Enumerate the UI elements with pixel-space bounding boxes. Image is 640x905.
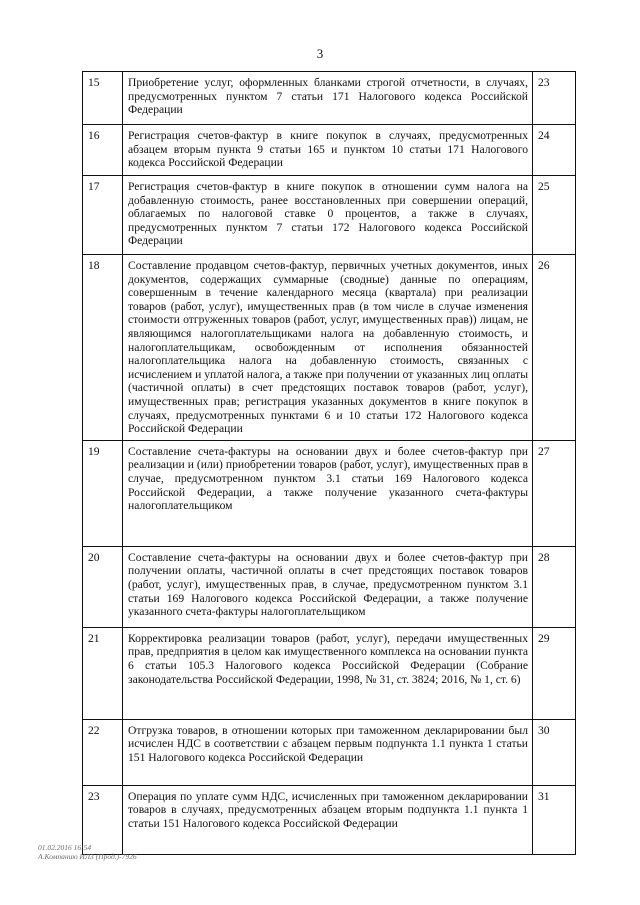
row-number: 18 (83, 255, 123, 441)
table-row (83, 176, 576, 255)
operation-code: 28 (533, 546, 576, 627)
table-row (83, 125, 576, 176)
row-description: Составление продавцом счетов-фактур, первичных учетных документов, иных документов, содержащих суммарные (сводные) данные по операциям, совершенным в течение календарного месяца (квартала) при реализации товаров (работ, услуг), имущественных прав (в том числе в случае изменения стоимости отгруженных товаров (работ, услуг, имущественных прав)) лицам, не являющимся налогоплательщиками налога на добавленную стоимость, и налогоплательщикам, освобожденным от исполнения обязанностей налогоплательщика налога на добавленную стоимость, связанных с исчислением и уплатой налога, а также при получении от указанных лиц оплаты (частичной оплаты) в счет предстоящих поставок товаров (работ, услуг), имущественных прав; регистрация указанных документов в книге покупок в случаях, предусмотренных пунктами 6 и 10 статьи 172 Налогового кодекса Российской Федерации (123, 255, 533, 441)
table-row (83, 627, 576, 719)
operation-codes-table (82, 71, 576, 855)
row-description: Отгрузка товаров, в отношении которых при таможенном декларировании был исчислен НДС в соответствии с абзацем первым подпункта 1.1 пункта 1 статьи 151 Налогового кодекса Российской Федерации (123, 719, 533, 785)
footer-document-id: А.Компанию ИЛ3 (Прод.)-7926 (38, 852, 137, 861)
table-row (83, 72, 576, 125)
row-description: Регистрация счетов-фактур в книге покупок в случаях, предусмотренных абзацем вторым пункта 9 статьи 165 и пунктом 10 статьи 171 Налогового кодекса Российской Федерации (123, 125, 533, 176)
row-description: Операция по уплате сумм НДС, исчисленных при таможенном декларировании товаров в случаях, предусмотренных абзацем вторым подпункта 1.1 пункта 1 статьи 151 Налогового кодекса Российской Федерации (123, 785, 533, 854)
table-row (83, 785, 576, 854)
row-description: Регистрация счетов-фактур в книге покупок в отношении сумм налога на добавленную стоимость, ранее восстановленных при совершении операций, облагаемых по налоговой ставке 0 процентов, а также в случаях, предусмотренных пунктом 7 статьи 172 Налогового кодекса Российской Федерации (123, 176, 533, 255)
operation-code: 27 (533, 440, 576, 546)
operation-code: 30 (533, 719, 576, 785)
row-number: 20 (83, 546, 123, 627)
row-description: Корректировка реализации товаров (работ, услуг), передачи имущественных прав, предприятия в целом как имущественного комплекса на основании пункта 6 статьи 105.3 Налогового кодекса Российской Федерации (Собрание законодательства Российской Федерации, 1998, № 31, ст. 3824; 2016, № 1, ст. 6) (123, 627, 533, 719)
operation-code: 26 (533, 255, 576, 441)
operation-code: 31 (533, 785, 576, 854)
document-footer (38, 843, 137, 861)
operation-code: 25 (533, 176, 576, 255)
row-number: 23 (83, 785, 123, 854)
row-number: 22 (83, 719, 123, 785)
row-description: Приобретение услуг, оформленных бланками строгой отчетности, в случаях, предусмотренных пунктом 7 статьи 171 Налогового кодекса Российской Федерации (123, 72, 533, 125)
row-description: Составление счета-фактуры на основании двух и более счетов-фактур при реализации и (или) приобретении товаров (работ, услуг), имущественных прав в случае, предусмотренном пунктом 3.1 статьи 169 Налогового кодекса Российской Федерации, а также получение указанного счета-фактуры налогоплательщиком (123, 440, 533, 546)
table-row (83, 719, 576, 785)
page-number: 3 (316, 46, 324, 61)
row-number: 19 (83, 440, 123, 546)
row-number: 16 (83, 125, 123, 176)
row-number: 21 (83, 627, 123, 719)
table-row (83, 255, 576, 441)
row-number: 17 (83, 176, 123, 255)
operation-code: 23 (533, 72, 576, 125)
footer-timestamp: 01.02.2016 16:54 (38, 843, 92, 852)
table-row (83, 546, 576, 627)
operation-code: 29 (533, 627, 576, 719)
row-description: Составление счета-фактуры на основании двух и более счетов-фактур при получении оплаты, частичной оплаты в счет предстоящих поставок товаров (работ, услуг), имущественных прав, в случае, предусмотренном пунктом 3.1 статьи 169 Налогового кодекса Российской Федерации, а также получение указанного счета-фактуры налогоплательщиком (123, 546, 533, 627)
operation-code: 24 (533, 125, 576, 176)
table-row (83, 440, 576, 546)
row-number: 15 (83, 72, 123, 125)
